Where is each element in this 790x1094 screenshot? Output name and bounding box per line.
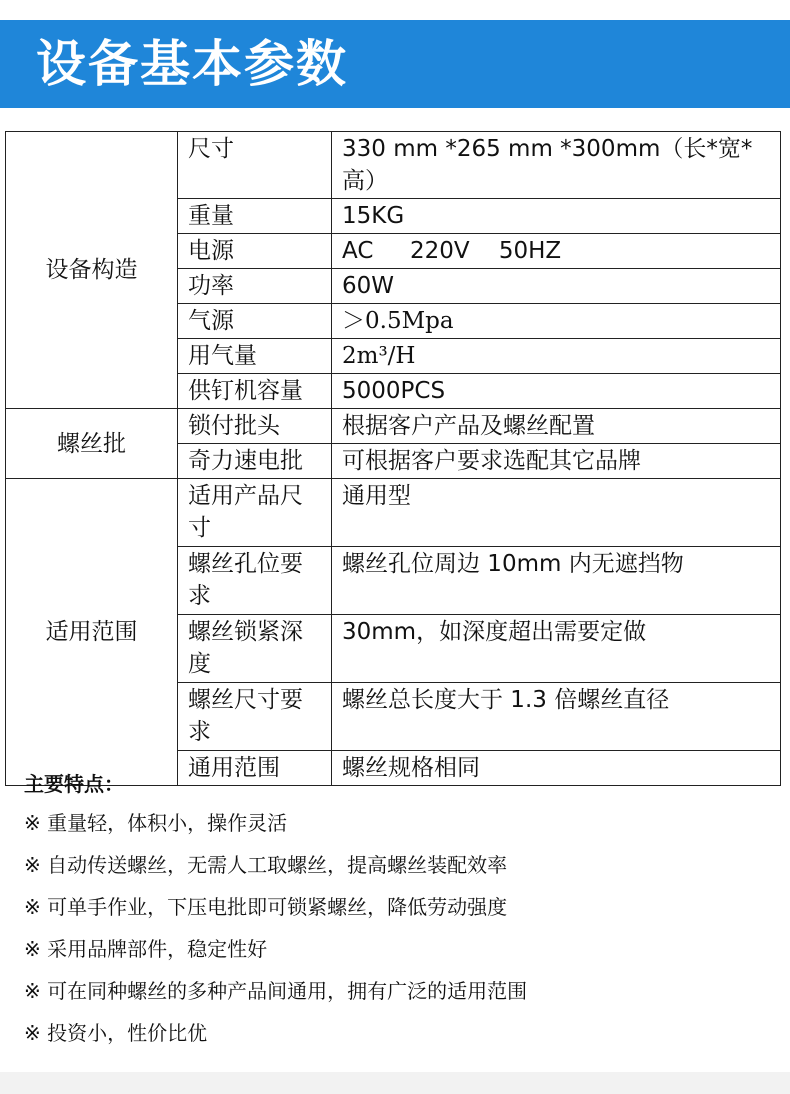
- param-name: 用气量: [178, 339, 332, 374]
- param-value: ＞0.5Mpa: [332, 304, 781, 339]
- param-value: 螺丝孔位周边 10mm 内无遮挡物: [332, 547, 781, 615]
- param-value: 2m³/H: [332, 339, 781, 374]
- param-name: 电源: [178, 234, 332, 269]
- param-name: 锁付批头: [178, 409, 332, 444]
- group-label: 适用范围: [6, 479, 178, 786]
- header-banner: [0, 20, 790, 108]
- param-value: 5000PCS: [332, 374, 781, 409]
- feature-item: ※ 可在同种螺丝的多种产品间通用，拥有广泛的适用范围: [24, 979, 528, 1003]
- group-label: 螺丝批: [6, 409, 178, 479]
- param-value: 可根据客户要求选配其它品牌: [332, 444, 781, 479]
- param-name: 螺丝孔位要求: [178, 547, 332, 615]
- feature-item: ※ 投资小，性价比优: [24, 1021, 208, 1045]
- features-section: [24, 766, 764, 1054]
- param-name: 重量: [178, 199, 332, 234]
- feature-item: ※ 可单手作业，下压电批即可锁紧螺丝，降低劳动强度: [24, 895, 508, 919]
- page-title: 设备基本参数: [36, 35, 348, 93]
- param-name: 适用产品尺寸: [178, 479, 332, 547]
- param-value: AC 220V 50HZ: [332, 234, 781, 269]
- param-value: 30mm，如深度超出需要定做: [332, 615, 781, 683]
- param-name: 供钉机容量: [178, 374, 332, 409]
- top-margin: [0, 0, 790, 20]
- param-value: 螺丝总长度大于 1.3 倍螺丝直径: [332, 683, 781, 751]
- param-value: 螺丝规格相同: [332, 751, 781, 786]
- param-name: 通用范围: [178, 751, 332, 786]
- param-value: 60W: [332, 269, 781, 304]
- feature-item: ※ 采用品牌部件，稳定性好: [24, 937, 268, 961]
- param-name: 功率: [178, 269, 332, 304]
- param-name: 螺丝尺寸要求: [178, 683, 332, 751]
- param-value: 通用型: [332, 479, 781, 547]
- param-value: 330 mm *265 mm *300mm（长*宽*高）: [332, 132, 781, 199]
- table-row: [6, 479, 781, 547]
- param-name: 尺寸: [178, 132, 332, 199]
- param-name: 螺丝锁紧深度: [178, 615, 332, 683]
- bottom-divider: [0, 1072, 790, 1094]
- param-name: 气源: [178, 304, 332, 339]
- group-label: 设备构造: [6, 132, 178, 409]
- feature-item: ※ 重量轻，体积小，操作灵活: [24, 811, 288, 835]
- spec-table: [5, 131, 781, 786]
- param-value: 根据客户产品及螺丝配置: [332, 409, 781, 444]
- param-name: 奇力速电批: [178, 444, 332, 479]
- param-value: 15KG: [332, 199, 781, 234]
- table-row: [6, 409, 781, 444]
- table-row: [6, 132, 781, 199]
- feature-item: ※ 自动传送螺丝，无需人工取螺丝，提高螺丝装配效率: [24, 853, 508, 877]
- features-title: 主要特点：: [24, 772, 124, 796]
